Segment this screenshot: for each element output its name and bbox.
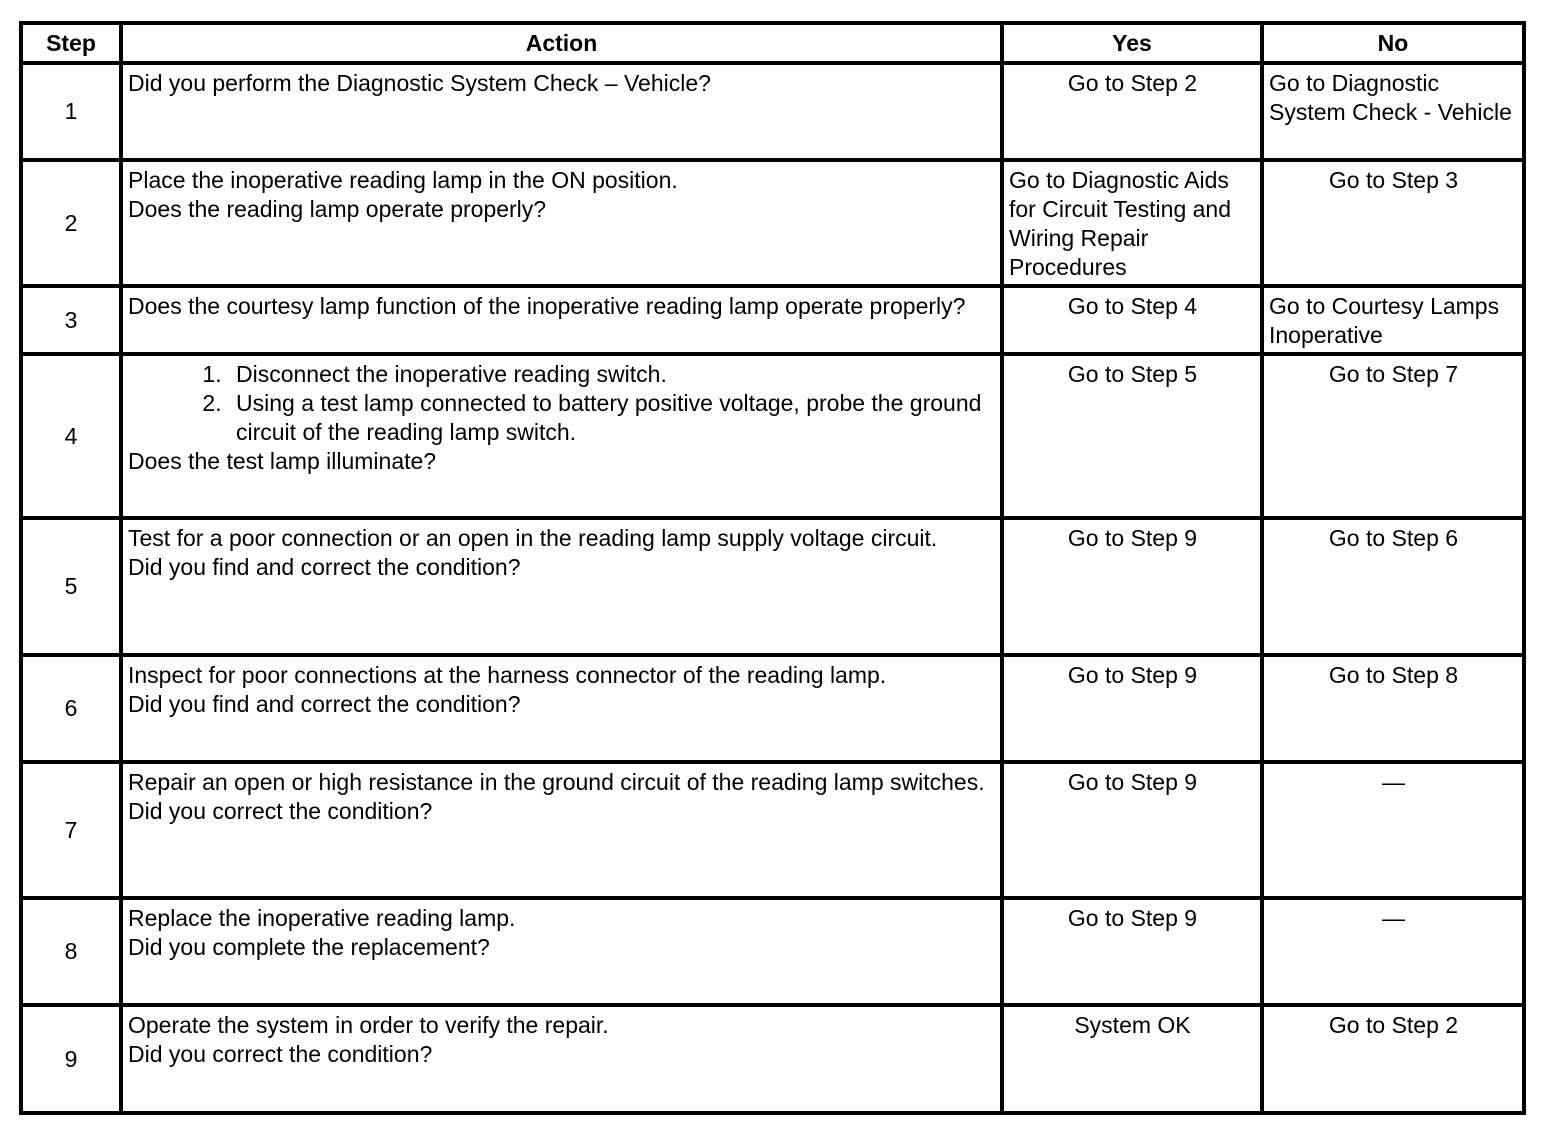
action-text: Does the courtesy lamp function of the inoperative reading lamp operate properly? bbox=[128, 293, 966, 319]
table-row bbox=[21, 762, 1524, 898]
header-action: Action bbox=[121, 23, 1002, 63]
action-steps-list bbox=[128, 360, 996, 447]
no-cell bbox=[1262, 286, 1524, 354]
action-text: Replace the inoperative reading lamp. bbox=[128, 905, 516, 931]
no-cell bbox=[1262, 655, 1524, 762]
table-row bbox=[21, 898, 1524, 1005]
table-row bbox=[21, 1005, 1524, 1113]
table-row bbox=[21, 63, 1524, 160]
yes-result: Go to Step 2 bbox=[1067, 70, 1198, 96]
step-number: 3 bbox=[21, 286, 121, 354]
step-number: 7 bbox=[21, 762, 121, 898]
no-result: Go to Courtesy Lamps Inoperative bbox=[1269, 293, 1500, 348]
action-cell bbox=[121, 898, 1002, 1005]
table-row bbox=[21, 354, 1524, 518]
action-question: Did you correct the condition? bbox=[128, 1041, 433, 1067]
no-result: Go to Step 3 bbox=[1328, 167, 1459, 193]
header-step: Step bbox=[21, 23, 121, 63]
list-item: 2. Using a test lamp connected to battery positive voltage, probe the ground circuit of the reading lamp switch. bbox=[228, 389, 996, 447]
yes-cell bbox=[1002, 898, 1262, 1005]
action-cell bbox=[121, 286, 1002, 354]
yes-result: Go to Step 9 bbox=[1067, 525, 1198, 551]
step-number: 9 bbox=[21, 1005, 121, 1113]
action-text: Repair an open or high resistance in the ground circuit of the reading lamp switches. bbox=[128, 769, 985, 795]
action-question: Did you find and correct the condition? bbox=[128, 691, 521, 717]
header-no: No bbox=[1262, 23, 1524, 63]
header-yes: Yes bbox=[1002, 23, 1262, 63]
yes-cell bbox=[1002, 1005, 1262, 1113]
table-row bbox=[21, 286, 1524, 354]
no-result: Go to Diagnostic System Check - Vehicle bbox=[1269, 70, 1512, 125]
table-row bbox=[21, 160, 1524, 286]
yes-cell bbox=[1002, 762, 1262, 898]
no-cell bbox=[1262, 518, 1524, 655]
no-result: — bbox=[1382, 905, 1405, 931]
no-result: Go to Step 2 bbox=[1328, 1012, 1459, 1038]
no-cell bbox=[1262, 160, 1524, 286]
action-cell bbox=[121, 1005, 1002, 1113]
action-cell bbox=[121, 655, 1002, 762]
yes-result: Go to Step 4 bbox=[1067, 293, 1198, 319]
action-cell bbox=[121, 518, 1002, 655]
action-question: Does the reading lamp operate properly? bbox=[128, 196, 547, 222]
diagnostic-table bbox=[19, 21, 1526, 1115]
step-number: 1 bbox=[21, 63, 121, 160]
action-text: Inspect for poor connections at the harness connector of the reading lamp. bbox=[128, 662, 887, 688]
yes-result: Go to Diagnostic Aids for Circuit Testing and Wiring Repair Procedures bbox=[1009, 167, 1232, 280]
yes-cell bbox=[1002, 286, 1262, 354]
yes-result: Go to Step 9 bbox=[1067, 905, 1198, 931]
action-question: Did you find and correct the condition? bbox=[128, 554, 521, 580]
action-question: Did you correct the condition? bbox=[128, 798, 433, 824]
no-cell bbox=[1262, 1005, 1524, 1113]
action-text: Did you perform the Diagnostic System Check – Vehicle? bbox=[128, 70, 711, 96]
action-question: Does the test lamp illuminate? bbox=[128, 448, 437, 474]
step-number: 8 bbox=[21, 898, 121, 1005]
yes-result: Go to Step 9 bbox=[1067, 662, 1198, 688]
no-result: Go to Step 7 bbox=[1328, 361, 1459, 387]
list-item: 1. Disconnect the inoperative reading switch. bbox=[228, 360, 996, 389]
yes-cell bbox=[1002, 655, 1262, 762]
table-row bbox=[21, 518, 1524, 655]
yes-result: Go to Step 5 bbox=[1067, 361, 1198, 387]
yes-result: System OK bbox=[1074, 1012, 1191, 1038]
action-cell bbox=[121, 762, 1002, 898]
step-number: 4 bbox=[21, 354, 121, 518]
yes-cell bbox=[1002, 63, 1262, 160]
no-cell bbox=[1262, 63, 1524, 160]
action-text: Place the inoperative reading lamp in the ON position. bbox=[128, 167, 678, 193]
action-cell bbox=[121, 63, 1002, 160]
step-number: 5 bbox=[21, 518, 121, 655]
header-row bbox=[21, 23, 1524, 63]
action-text: Test for a poor connection or an open in the reading lamp supply voltage circuit. bbox=[128, 525, 938, 551]
action-cell bbox=[121, 354, 1002, 518]
yes-result: Go to Step 9 bbox=[1067, 769, 1198, 795]
no-cell bbox=[1262, 354, 1524, 518]
action-question: Did you complete the replacement? bbox=[128, 934, 490, 960]
no-result: Go to Step 8 bbox=[1328, 662, 1459, 688]
action-text: Operate the system in order to verify the repair. bbox=[128, 1012, 609, 1038]
step-number: 6 bbox=[21, 655, 121, 762]
step-number: 2 bbox=[21, 160, 121, 286]
no-result: Go to Step 6 bbox=[1328, 525, 1459, 551]
action-cell bbox=[121, 160, 1002, 286]
yes-cell bbox=[1002, 354, 1262, 518]
yes-cell bbox=[1002, 518, 1262, 655]
table-row bbox=[21, 655, 1524, 762]
no-cell bbox=[1262, 762, 1524, 898]
no-cell bbox=[1262, 898, 1524, 1005]
no-result: — bbox=[1382, 769, 1405, 795]
yes-cell bbox=[1002, 160, 1262, 286]
